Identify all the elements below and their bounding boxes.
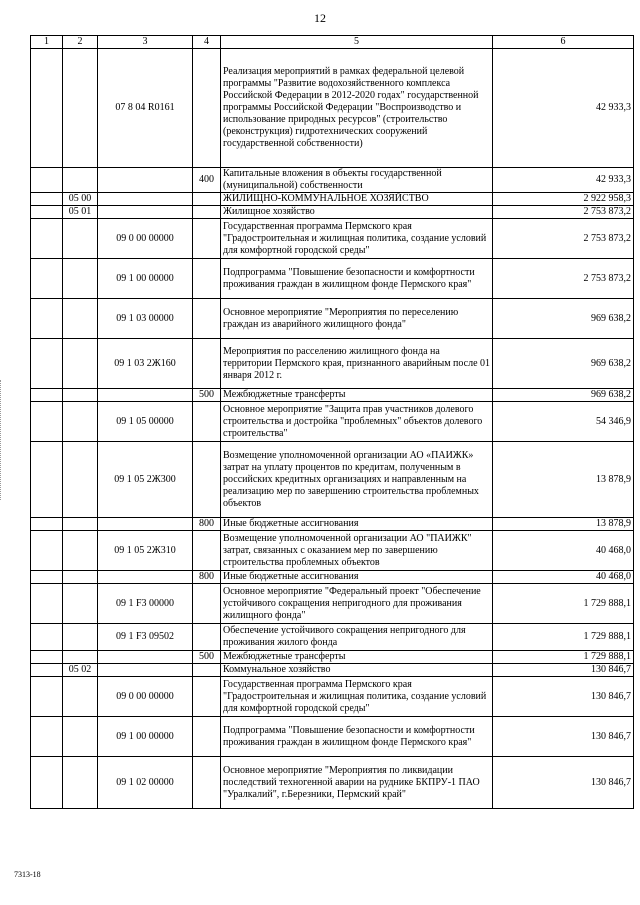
table-row	[31, 518, 634, 531]
cell-expense-type	[193, 299, 221, 339]
cell-target-article	[98, 389, 193, 402]
cell-section	[63, 339, 98, 389]
cell-target-article: 09 1 03 00000	[98, 299, 193, 339]
cell-expense-type	[193, 219, 221, 259]
cell-amount: 130 846,7	[493, 717, 634, 757]
cell-col1	[31, 49, 63, 168]
cell-col1	[31, 757, 63, 809]
table-row	[31, 757, 634, 809]
cell-expense-type	[193, 402, 221, 442]
cell-target-article: 09 1 F3 09502	[98, 624, 193, 651]
cell-col1	[31, 664, 63, 677]
cell-col1	[31, 299, 63, 339]
table-row	[31, 219, 634, 259]
table-row	[31, 168, 634, 193]
cell-name: Коммунальное хозяйство	[221, 664, 493, 677]
cell-amount: 2 753 873,2	[493, 259, 634, 299]
table-row	[31, 442, 634, 518]
table-row	[31, 402, 634, 442]
col-header-5: 5	[221, 36, 493, 49]
col-header-2: 2	[63, 36, 98, 49]
cell-target-article: 09 1 F3 00000	[98, 584, 193, 624]
cell-amount: 54 346,9	[493, 402, 634, 442]
cell-amount: 2 753 873,2	[493, 206, 634, 219]
cell-target-article: 09 1 05 2Ж310	[98, 531, 193, 571]
cell-amount: 42 933,3	[493, 168, 634, 193]
cell-section: 05 02	[63, 664, 98, 677]
cell-col1	[31, 402, 63, 442]
col-header-6: 6	[493, 36, 634, 49]
cell-amount: 969 638,2	[493, 339, 634, 389]
cell-expense-type	[193, 584, 221, 624]
cell-target-article	[98, 206, 193, 219]
cell-target-article	[98, 168, 193, 193]
cell-section	[63, 219, 98, 259]
cell-expense-type	[193, 193, 221, 206]
table-row	[31, 571, 634, 584]
cell-amount: 2 922 958,3	[493, 193, 634, 206]
cell-col1	[31, 584, 63, 624]
cell-target-article	[98, 664, 193, 677]
cell-amount: 40 468,0	[493, 531, 634, 571]
col-header-4: 4	[193, 36, 221, 49]
cell-name: Основное мероприятие "Мероприятия по переселению граждан из аварийного жилищного фонда"	[221, 299, 493, 339]
cell-section	[63, 402, 98, 442]
cell-section	[63, 168, 98, 193]
cell-expense-type	[193, 664, 221, 677]
cell-expense-type: 800	[193, 571, 221, 584]
table-row	[31, 193, 634, 206]
cell-target-article	[98, 571, 193, 584]
cell-section	[63, 299, 98, 339]
table-row	[31, 206, 634, 219]
cell-name: ЖИЛИЩНО-КОММУНАЛЬНОЕ ХОЗЯЙСТВО	[221, 193, 493, 206]
cell-col1	[31, 168, 63, 193]
cell-section	[63, 518, 98, 531]
cell-name: Подпрограмма "Повышение безопасности и комфортности проживания граждан в жилищном фонде Пермского края"	[221, 259, 493, 299]
cell-expense-type	[193, 339, 221, 389]
cell-name: Иные бюджетные ассигнования	[221, 571, 493, 584]
cell-col1	[31, 193, 63, 206]
cell-col1	[31, 677, 63, 717]
cell-amount: 1 729 888,1	[493, 584, 634, 624]
cell-expense-type	[193, 717, 221, 757]
cell-name: Государственная программа Пермского края "Градостроительная и жилищная политика, создание условий для комфортной городской среды"	[221, 677, 493, 717]
cell-amount: 1 729 888,1	[493, 624, 634, 651]
table-row	[31, 531, 634, 571]
table-row	[31, 624, 634, 651]
cell-amount: 2 753 873,2	[493, 219, 634, 259]
cell-expense-type	[193, 624, 221, 651]
cell-expense-type: 800	[193, 518, 221, 531]
cell-col1	[31, 651, 63, 664]
cell-col1	[31, 717, 63, 757]
cell-name: Иные бюджетные ассигнования	[221, 518, 493, 531]
cell-target-article: 09 1 00 00000	[98, 717, 193, 757]
cell-section	[63, 717, 98, 757]
cell-col1	[31, 624, 63, 651]
cell-target-article: 09 1 02 00000	[98, 757, 193, 809]
cell-col1	[31, 339, 63, 389]
cell-name: Реализация мероприятий в рамках федеральной целевой программы "Развитие водохозяйственного комплекса Российской Федерации в 2012-2020 годах" государственной программы Российской Федерации "Воспроизводство и использование природных ресурсов" (строительство (реконструкция) гидротехнических сооружений государственной собственности)	[221, 49, 493, 168]
cell-amount: 969 638,2	[493, 389, 634, 402]
table-row	[31, 389, 634, 402]
cell-col1	[31, 206, 63, 219]
cell-col1	[31, 571, 63, 584]
cell-name: Возмещение уполномоченной организации АО "ПАИЖК" затрат, связанных с оказанием мер по завершению строительства проблемных объектов	[221, 531, 493, 571]
table-row	[31, 677, 634, 717]
cell-amount: 13 878,9	[493, 518, 634, 531]
cell-section	[63, 49, 98, 168]
cell-target-article: 07 8 04 R0161	[98, 49, 193, 168]
cell-expense-type	[193, 442, 221, 518]
cell-expense-type	[193, 259, 221, 299]
cell-amount: 42 933,3	[493, 49, 634, 168]
cell-expense-type	[193, 531, 221, 571]
cell-target-article	[98, 193, 193, 206]
cell-amount: 969 638,2	[493, 299, 634, 339]
cell-amount: 1 729 888,1	[493, 651, 634, 664]
table-row	[31, 651, 634, 664]
budget-table	[30, 35, 634, 809]
cell-target-article: 09 1 00 00000	[98, 259, 193, 299]
cell-expense-type: 500	[193, 389, 221, 402]
cell-col1	[31, 518, 63, 531]
cell-section	[63, 584, 98, 624]
cell-section	[63, 571, 98, 584]
scan-edge-mark	[0, 380, 4, 500]
cell-col1	[31, 531, 63, 571]
table-row	[31, 299, 634, 339]
document-code: 7313-18	[14, 870, 41, 879]
cell-name: Основное мероприятие "Мероприятия по ликвидации последствий техногенной аварии на руднике БКПРУ-1 ПАО "Уралкалий", г.Березники, Пермский край"	[221, 757, 493, 809]
cell-name: Возмещение уполномоченной организации АО «ПАИЖК» затрат на уплату процентов по кредитам, полученным в российских кредитных организациях и направленным на реализацию мер по завершению строительства проблемных объектов	[221, 442, 493, 518]
cell-name: Обеспечение устойчивого сокращения непригодного для проживания жилого фонда	[221, 624, 493, 651]
cell-target-article: 09 1 05 2Ж300	[98, 442, 193, 518]
cell-section	[63, 442, 98, 518]
cell-target-article: 09 1 03 2Ж160	[98, 339, 193, 389]
cell-amount: 130 846,7	[493, 677, 634, 717]
cell-section	[63, 624, 98, 651]
cell-target-article: 09 0 00 00000	[98, 219, 193, 259]
cell-section: 05 00	[63, 193, 98, 206]
cell-target-article: 09 1 05 00000	[98, 402, 193, 442]
cell-name: Основное мероприятие "Защита прав участников долевого строительства и достройка "проблемных" объектов долевого строительства"	[221, 402, 493, 442]
table-row	[31, 339, 634, 389]
cell-expense-type	[193, 206, 221, 219]
table-row	[31, 664, 634, 677]
cell-section	[63, 389, 98, 402]
cell-section	[63, 531, 98, 571]
cell-target-article	[98, 518, 193, 531]
cell-expense-type	[193, 677, 221, 717]
cell-name: Мероприятия по расселению жилищного фонда на территории Пермского края, признанного аварийным после 01 января 2012 г.	[221, 339, 493, 389]
cell-section	[63, 259, 98, 299]
cell-col1	[31, 442, 63, 518]
cell-section: 05 01	[63, 206, 98, 219]
cell-name: Жилищное хозяйство	[221, 206, 493, 219]
header-row	[31, 36, 634, 49]
cell-name: Межбюджетные трансферты	[221, 389, 493, 402]
cell-section	[63, 651, 98, 664]
cell-expense-type: 400	[193, 168, 221, 193]
cell-name: Подпрограмма "Повышение безопасности и комфортности проживания граждан в жилищном фонде Пермского края"	[221, 717, 493, 757]
table-row	[31, 584, 634, 624]
cell-col1	[31, 219, 63, 259]
cell-section	[63, 677, 98, 717]
table-row	[31, 717, 634, 757]
cell-name: Основное мероприятие "Федеральный проект "Обеспечение устойчивого сокращения непригодного для проживания жилищного фонда"	[221, 584, 493, 624]
col-header-3: 3	[98, 36, 193, 49]
page-number: 12	[314, 11, 326, 25]
cell-target-article	[98, 651, 193, 664]
cell-name: Государственная программа Пермского края "Градостроительная и жилищная политика, создание условий для комфортной городской среды"	[221, 219, 493, 259]
col-header-1: 1	[31, 36, 63, 49]
cell-amount: 13 878,9	[493, 442, 634, 518]
cell-expense-type	[193, 49, 221, 168]
cell-amount: 130 846,7	[493, 757, 634, 809]
cell-target-article: 09 0 00 00000	[98, 677, 193, 717]
cell-expense-type: 500	[193, 651, 221, 664]
table-row	[31, 259, 634, 299]
cell-amount: 130 846,7	[493, 664, 634, 677]
table-row	[31, 49, 634, 168]
cell-name: Капитальные вложения в объекты государственной (муниципальной) собственности	[221, 168, 493, 193]
cell-amount: 40 468,0	[493, 571, 634, 584]
cell-expense-type	[193, 757, 221, 809]
cell-name: Межбюджетные трансферты	[221, 651, 493, 664]
cell-col1	[31, 259, 63, 299]
cell-section	[63, 757, 98, 809]
cell-col1	[31, 389, 63, 402]
